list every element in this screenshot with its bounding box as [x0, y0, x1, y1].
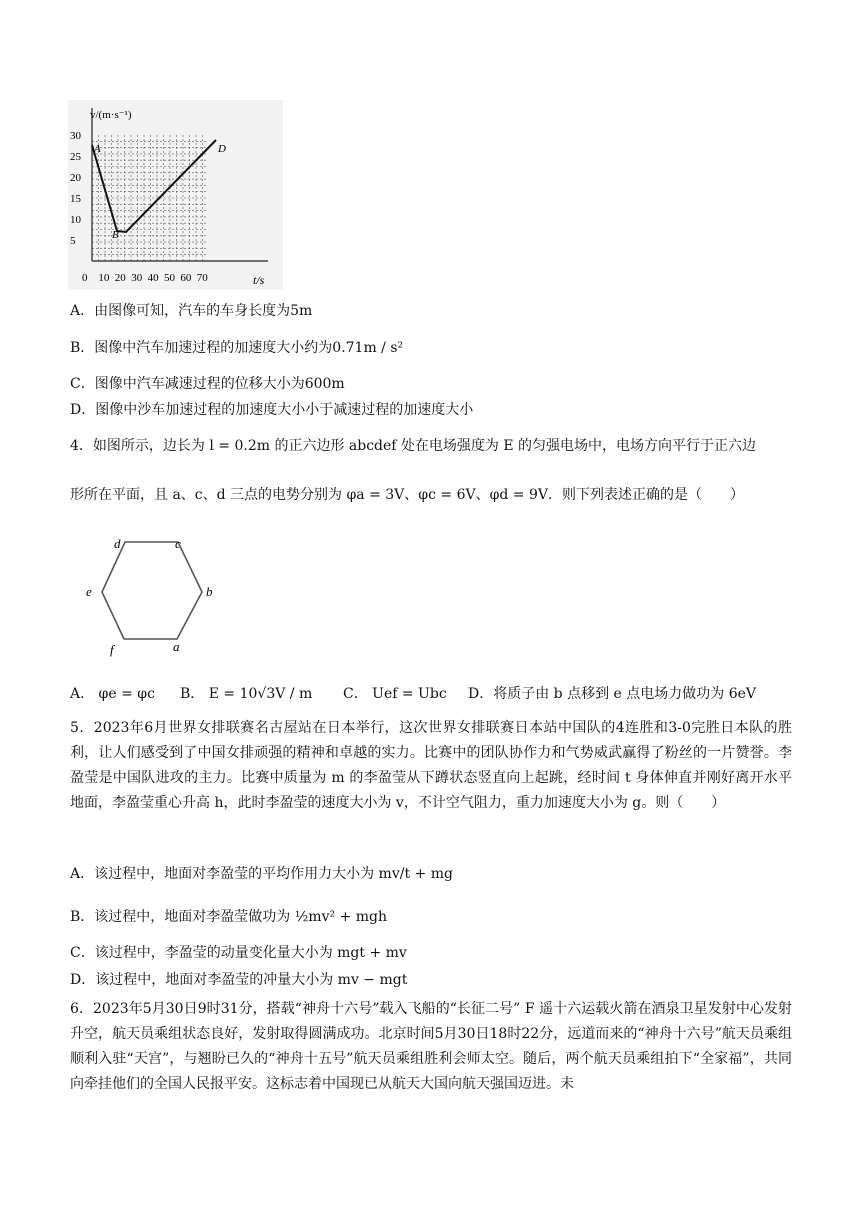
- q3-option-c: C．图像中汽车减速过程的位移大小为600m: [70, 376, 345, 392]
- graph-grid: [92, 135, 207, 261]
- q4-stem-line2: 形所在平面，且 a、c、d 三点的电势分别为 φa = 3V、φc = 6V、φd = 9V．则下列表述正确的是（ ）: [70, 487, 745, 503]
- q5-option-b: B．该过程中，地面对李盈莹做功为 ½mv² + mgh: [70, 909, 387, 925]
- x-tick-label: 70: [196, 272, 208, 284]
- point-label-end: D: [218, 143, 226, 155]
- q3-option-b: B．图像中汽车加速过程的加速度大小约为0.71m / s²: [70, 340, 404, 356]
- vertex-label-c: c: [175, 536, 181, 551]
- vt-graph: [68, 100, 283, 290]
- q4-option-a: A． φe = φc: [70, 686, 155, 702]
- q4-option-c: C． Uef = Ubc: [343, 686, 447, 702]
- vertex-label-b: b: [206, 584, 213, 599]
- x-tick-label: 20: [114, 272, 126, 284]
- x-tick-label: 0: [82, 272, 88, 284]
- vertex-label-f: f: [110, 642, 114, 657]
- q5-stem: 5．2023年6月世界女排联赛名古屋站在日本举行，这次世界女排联赛日本站中国队的4连胜和3-0完胜日本队的胜利，让人们感受到了中国女排顽强的精神和卓越的实力。比赛中的团队协作力和气势威武赢得了粉丝的一片赞誉。李盈莹是中国队进攻的主力。比赛中质量为 m 的李盈莹从下蹲状态竖直向上起跳，经时间 t 身体伸直并刚好离开水平地面，李盈莹重心升高 h，此时李盈莹的速度大小为 v，不计空气阻力，重力加速度大小为 g。则（ ）: [70, 720, 792, 811]
- x-tick-label: 10: [98, 272, 110, 284]
- q3-option-d: D．图像中沙车加速过程的加速度大小小于减速过程的加速度大小: [70, 402, 474, 418]
- x-tick-label: 60: [180, 272, 192, 284]
- y-tick-label: 5: [70, 235, 76, 247]
- point-label-start: A: [94, 143, 101, 155]
- y-tick-label: 10: [70, 214, 81, 226]
- vertex-label-d: d: [114, 536, 121, 551]
- hexagon-figure: [80, 528, 220, 658]
- vertex-label-a: a: [173, 639, 180, 654]
- y-tick-label: 25: [70, 151, 81, 163]
- y-tick-label: 30: [70, 130, 81, 142]
- y-tick-label: 20: [70, 172, 81, 184]
- y-tick-label: 15: [70, 193, 81, 205]
- q5-option-a: A．该过程中，地面对李盈莹的平均作用力大小为 mv/t + mg: [70, 866, 453, 882]
- x-tick-label: 50: [164, 272, 175, 284]
- point-label-valley: B: [112, 229, 119, 241]
- q4-option-b: B． E = 10√3V / m: [180, 686, 313, 702]
- x-tick-label: 40: [147, 272, 159, 284]
- q4-stem-line1: 4．如图所示，边长为 l = 0.2m 的正六边形 abcdef 处在电场强度为 E 的匀强电场中，电场方向平行于正六边: [70, 438, 757, 454]
- hexagon-shape: [102, 542, 202, 639]
- q6-stem: 6．2023年5月30日9时31分，搭载“神舟十六号”载入飞船的“长征二号” F 遥十六运载火箭在酒泉卫星发射中心发射升空，航天员乘组状态良好，发射取得圆满成功。北京时间5月30日18时22分，远道而来的“神舟十六号”航天员乘组顺利入驻“天宫”，与翘盼已久的“神舟十五号”航天员乘组胜利会师太空。随后，两个航天员乘组拍下“全家福”，共同向牵挂他们的全国人民报平安。这标志着中国现已从航天大国向航天强国迈进。未: [70, 1001, 792, 1092]
- q5-option-d: D．该过程中，地面对李盈莹的冲量大小为 mv − mgt: [70, 972, 408, 988]
- vertex-label-e: e: [86, 584, 92, 599]
- q5-option-c: C．该过程中，李盈莹的动量变化量大小为 mgt + mv: [70, 945, 407, 961]
- x-tick-label: 30: [131, 272, 143, 284]
- x-axis-label: t/s: [253, 273, 265, 287]
- q3-option-a: A．由图像可知，汽车的车身长度为5m: [70, 303, 313, 319]
- q4-option-d: D．将质子由 b 点移到 e 点电场力做功为 6eV: [468, 686, 757, 702]
- y-axis-label: v/(m·s⁻¹): [90, 109, 132, 121]
